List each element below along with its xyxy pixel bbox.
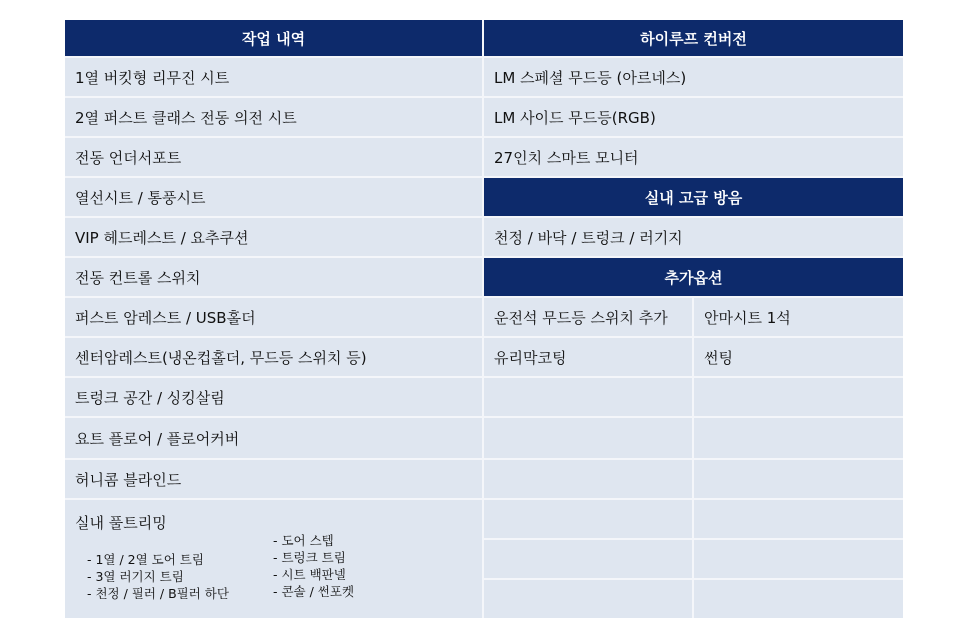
empty-cell (694, 500, 903, 538)
trim-item: - 도어 스텝 (273, 533, 334, 548)
work-item: 센터암레스트(냉온컵홀더, 무드등 스위치 등) (65, 338, 482, 376)
work-item: 1열 버킷형 리무진 시트 (65, 58, 482, 96)
trim-title: 실내 풀트리밍 (75, 514, 167, 532)
option-item: 운전석 무드등 스위치 추가 (484, 298, 692, 336)
work-item: 2열 퍼스트 클래스 전동 의전 시트 (65, 98, 482, 136)
options-header: 추가옵션 (484, 258, 903, 296)
trim-item: - 1열 / 2열 도어 트림 (87, 552, 204, 567)
work-item: 허니콤 블라인드 (65, 460, 482, 498)
empty-cell (694, 580, 903, 618)
option-item: 썬팅 (694, 338, 903, 376)
empty-cell (484, 580, 692, 618)
conversion-item: LM 사이드 무드등(RGB) (484, 98, 903, 136)
conversion-item: LM 스페셜 무드등 (아르네스) (484, 58, 903, 96)
trim-item: - 콘솔 / 썬포켓 (273, 584, 355, 599)
work-item: 요트 플로어 / 플로어커버 (65, 418, 482, 458)
trim-item: - 시트 백판넬 (273, 567, 346, 582)
empty-cell (484, 540, 692, 578)
conversion-item: 27인치 스마트 모니터 (484, 138, 903, 176)
trim-item: - 3열 러기지 트림 (87, 569, 184, 584)
work-item: 전동 언더서포트 (65, 138, 482, 176)
trim-list-left (87, 551, 229, 602)
work-item: 퍼스트 암레스트 / USB홀더 (65, 298, 482, 336)
empty-cell (694, 378, 903, 416)
trim-list-right (273, 532, 354, 600)
work-item: 트렁크 공간 / 싱킹살림 (65, 378, 482, 416)
trim-item: - 트렁크 트림 (273, 550, 346, 565)
empty-cell (694, 460, 903, 498)
empty-cell (694, 540, 903, 578)
work-table (65, 20, 903, 618)
option-item: 안마시트 1석 (694, 298, 903, 336)
work-history-header: 작업 내역 (65, 20, 482, 56)
soundproof-header: 실내 고급 방음 (484, 178, 903, 216)
empty-cell (484, 500, 692, 538)
work-item: VIP 헤드레스트 / 요추쿠션 (65, 218, 482, 256)
trim-item: - 천정 / 필러 / B필러 하단 (87, 586, 229, 601)
option-item: 유리막코팅 (484, 338, 692, 376)
high-roof-header: 하이루프 컨버전 (484, 20, 903, 56)
empty-cell (484, 460, 692, 498)
empty-cell (694, 418, 903, 458)
empty-cell (484, 378, 692, 416)
work-item: 전동 컨트롤 스위치 (65, 258, 482, 296)
empty-cell (484, 418, 692, 458)
soundproof-item: 천정 / 바닥 / 트렁크 / 러기지 (484, 218, 903, 256)
work-item: 열선시트 / 통풍시트 (65, 178, 482, 216)
